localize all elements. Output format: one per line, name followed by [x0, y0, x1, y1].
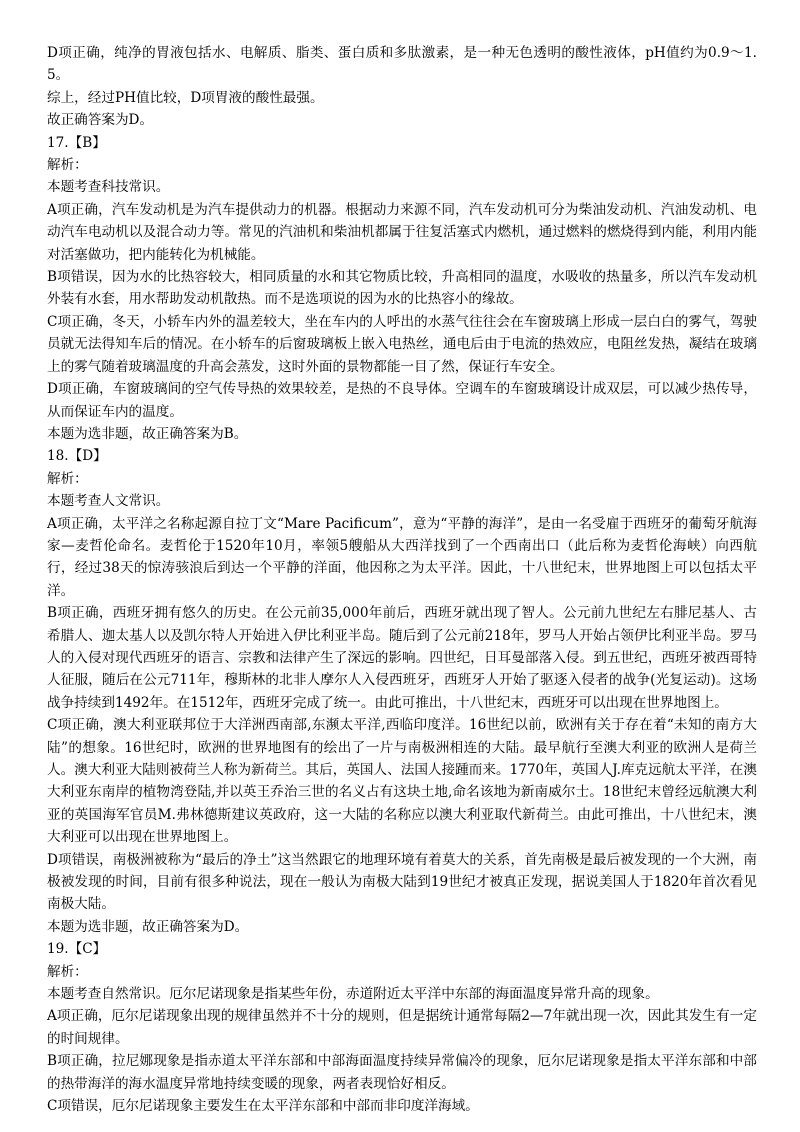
paragraph-18-topic: 本题考查人文常识。 — [47, 493, 170, 510]
analysis-label: 解析： — [47, 470, 88, 487]
paragraph-19-option-b: B项正确，拉尼娜现象是指赤道太平洋东部和中部海面温度持续异常偏冷的现象，厄尔尼诺现象是指太平洋东部和中部的热带海洋的海水温度异常地持续变暖的现象，两者表现恰好相反。 — [47, 1053, 757, 1092]
paragraph-16-summary: 综上，经过PH值比较，D项胃液的酸性最强。 — [47, 89, 324, 106]
question-19-heading: 19.【C】 — [47, 941, 107, 958]
document-page — [47, 42, 757, 1118]
paragraph-18-option-b: B项正确，西班牙拥有悠久的历史。在公元前35,000年前后，西班牙就出现了智人。公元前九世纪左右腓尼基人、古希腊人、迦太基人以及凯尔特人开始进入伊比利亚半岛。随后到了公元前218年，罗马人开始占领伊比利亚半岛。罗马人的入侵对现代西班牙的语言、宗教和法律产生了深远的影响。四世纪，日耳曼部落入侵。到五世纪，西班牙被西哥特人征服，随后在公元711年，穆斯林的北非人摩尔人入侵西班牙，西班牙人开始了驱逐入侵者的战争(光复运动)。这场战争持续到1492年。在1512年，西班牙完成了统一。由此可推出，十八世纪末，西班牙可以出现在世界地图上。 — [47, 605, 757, 711]
paragraph-19-topic: 本题考查自然常识。厄尔尼诺现象是指某些年份，赤道附近太平洋中东部的海面温度异常升高的现象。 — [47, 986, 659, 1003]
paragraph-16-option-d: D项正确，纯净的胃液包括水、电解质、脂类、蛋白质和多肽激素，是一种无色透明的酸性液体，pH值约为0.9～1.5。 — [47, 45, 757, 84]
question-18-heading: 18.【D】 — [47, 448, 107, 465]
paragraph-17-answer: 本题为选非题，故正确答案为B。 — [47, 425, 248, 442]
paragraph-18-option-a: A项正确，太平洋之名称起源自拉丁文“Mare Pacificum”，意为“平静的海洋”，是由一名受雇于西班牙的葡萄牙航海家—麦哲伦命名。麦哲伦于1520年10月，率领5艘船从大西洋找到了一个西南出口（此后称为麦哲伦海峡）向西航行，经过38天的惊涛骇浪后到达一个平静的洋面，他因称之为太平洋。因此，十八世纪末，世界地图上可以包括太平洋。 — [47, 515, 757, 599]
paragraph-18-answer: 本题为选非题，故正确答案为D。 — [47, 918, 249, 935]
paragraph-18-option-d: D项错误，南极洲被称为“最后的净土”这当然跟它的地理环境有着莫大的关系，首先南极是最后被发现的一个大洲，南极被发现的时间，目前有很多种说法，现在一般认为南极大陆到19世纪才被真正发现，据说美国人于1820年首次看见南极大陆。 — [47, 851, 757, 913]
question-17-heading: 17.【B】 — [47, 134, 106, 151]
paragraph-19-option-c: C项错误，厄尔尼诺现象主要发生在太平洋东部和中部而非印度洋海域。 — [47, 1098, 479, 1115]
paragraph-17-topic: 本题考查科技常识。 — [47, 179, 170, 196]
paragraph-17-option-a: A项正确，汽车发动机是为汽车提供动力的机器。根据动力来源不同，汽车发动机可分为柴油发动机、汽油发动机、电动汽车电动机以及混合动力等。常见的汽油机和柴油机都属于往复活塞式内燃机，通过燃料的燃烧得到内能，利用内能对活塞做功，把内能转化为机械能。 — [47, 201, 757, 263]
analysis-label: 解析： — [47, 963, 88, 980]
paragraph-19-option-a: A项正确，厄尔尼诺现象出现的规律虽然并不十分的规则，但是据统计通常每隔2—7年就出现一次，因此其发生有一定的时间规律。 — [47, 1008, 757, 1047]
paragraph-18-option-c: C项正确，澳大利亚联邦位于大洋洲西南部,东濒太平洋,西临印度洋。16世纪以前，欧洲有关于存在着“未知的南方大陆”的想象。16世纪时，欧洲的世界地图有的绘出了一片与南极洲相连的大陆。最早航行至澳大利亚的欧洲人是荷兰人。澳大利亚大陆则被荷兰人称为新荷兰。其后，英国人、法国人接踵而来。1770年，英国人J.库克远航太平洋，在澳大利亚东南岸的植物湾登陆,并以英王乔治三世的名义占有这块土地,命名该地为新南威尔士。18世纪末曾经远航澳大利亚的英国海军官员M.弗林德斯建议英政府，这一大陆的名称应以澳大利亚取代新荷兰。由此可推出，十八世纪末，澳大利亚可以出现在世界地图上。 — [47, 717, 757, 846]
analysis-label: 解析： — [47, 157, 88, 174]
paragraph-16-answer: 故正确答案为D。 — [47, 112, 154, 129]
paragraph-17-option-b: B项错误，因为水的比热容较大，相同质量的水和其它物质比较，升高相同的温度，水吸收的热量多，所以汽车发动机外装有水套，用水帮助发动机散热。而不是选项说的因为水的比热容小的缘故。 — [47, 269, 757, 308]
paragraph-17-option-d: D项正确，车窗玻璃间的空气传导热的效果较差，是热的不良导体。空调车的车窗玻璃设计成双层，可以减少热传导，从而保证车内的温度。 — [47, 381, 757, 420]
paragraph-17-option-c: C项正确，冬天，小轿车内外的温差较大，坐在车内的人呼出的水蒸气往往会在车窗玻璃上形成一层白白的雾气，驾驶员就无法得知车后的情况。在小轿车的后窗玻璃板上嵌入电热丝，通电后由于电流的热效应，电阻丝发热，凝结在玻璃上的雾气随着玻璃温度的升高会蒸发，这时外面的景物都能一目了然，保证行车安全。 — [47, 313, 757, 375]
